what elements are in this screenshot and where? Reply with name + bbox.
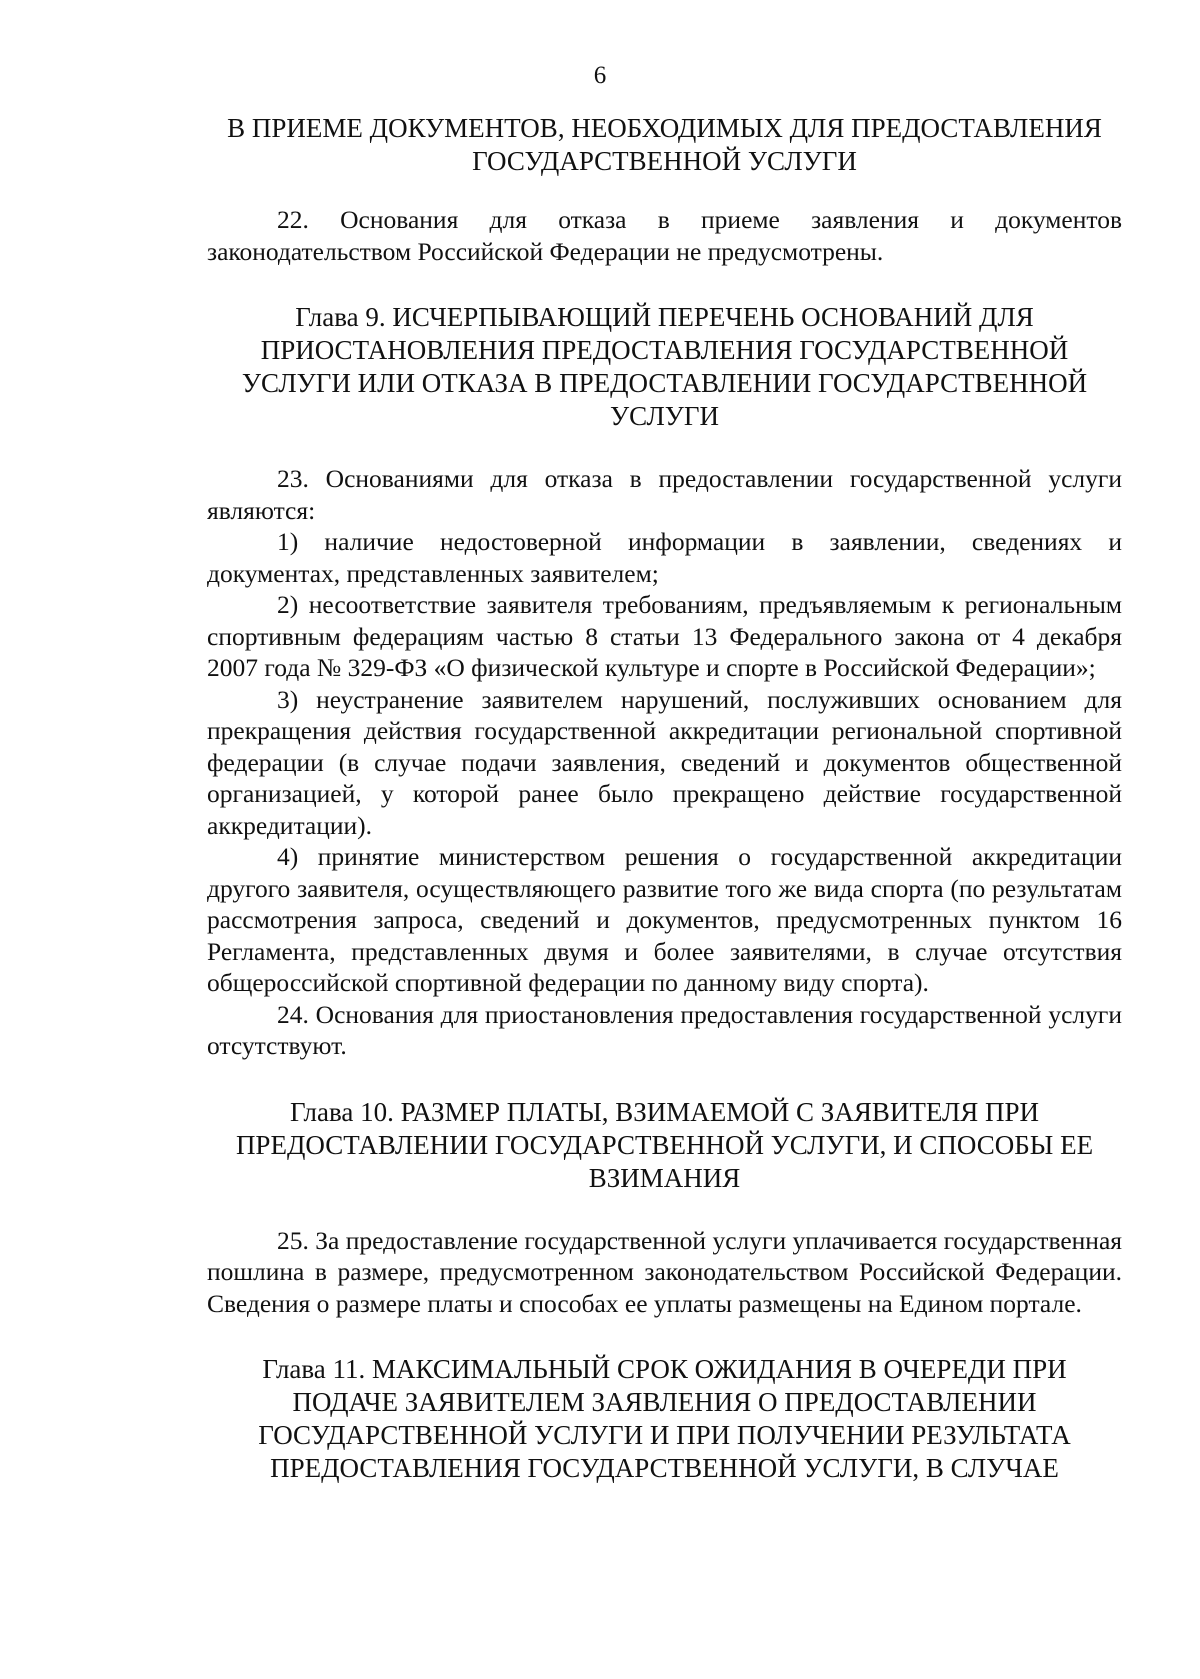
paragraph: 25. За предоставление государственной услуги уплачивается государственная пошлина в размере, предусмотренном законодательством Российской Федерации. Сведения о размере платы и способах ее уплаты размещены на Едином портале. bbox=[207, 1225, 1122, 1318]
paragraph: 1) наличие недостоверной информации в заявлении, сведениях и документах, представленных заявителем; bbox=[207, 527, 1122, 588]
paragraph: 22. Основания для отказа в приеме заявления и документов законодательством Российской Федерации не предусмотрены. bbox=[207, 205, 1122, 266]
heading-line: Глава 10. РАЗМЕР ПЛАТЫ, ВЗИМАЕМОЙ С ЗАЯВИТЕЛЯ ПРИ bbox=[289, 1096, 1040, 1127]
heading-line: Глава 11. МАКСИМАЛЬНЫЙ СРОК ОЖИДАНИЯ В ОЧЕРЕДИ ПРИ bbox=[262, 1354, 1067, 1384]
block-spacer bbox=[207, 1319, 1122, 1353]
section-heading bbox=[207, 1096, 1122, 1195]
heading-line: ПОДАЧЕ ЗАЯВИТЕЛЕМ ЗАЯВЛЕНИЯ О ПРЕДОСТАВЛЕНИИ bbox=[292, 1387, 1037, 1417]
paragraph: 23. Основаниями для отказа в предоставлении государственной услуги являются: bbox=[207, 464, 1122, 525]
section-heading bbox=[207, 1353, 1122, 1485]
block-spacer bbox=[207, 178, 1122, 204]
heading-line: ГОСУДАРСТВЕННОЙ УСЛУГИ bbox=[472, 146, 857, 176]
heading-line: ВЗИМАНИЯ bbox=[588, 1162, 741, 1193]
page-number: 6 bbox=[593, 62, 607, 89]
paragraph: 24. Основания для приостановления предоставления государственной услуги отсутствуют. bbox=[207, 999, 1122, 1060]
heading-line: В ПРИЕМЕ ДОКУМЕНТОВ, НЕОБХОДИМЫХ ДЛЯ ПРЕДОСТАВЛЕНИЯ bbox=[227, 113, 1102, 143]
heading-line: Глава 9. ИСЧЕРПЫВАЮЩИЙ ПЕРЕЧЕНЬ ОСНОВАНИЙ ДЛЯ bbox=[295, 302, 1034, 332]
section-heading bbox=[207, 112, 1122, 178]
paragraph: 3) неустранение заявителем нарушений, послуживших основанием для прекращения действия государственной аккредитации региональной спортивной федерации (в случае подачи заявления, сведений и документов общественной организацией, у которой ранее было прекращено действие государственной аккредитации). bbox=[207, 684, 1122, 840]
paragraph: 2) несоответствие заявителя требованиям, предъявляемым к региональным спортивным федерациям частью 8 статьи 13 Федерального закона от 4 декабря 2007 года № 329-ФЗ «О физической культуре и спорте в Российской Федерации»; bbox=[207, 590, 1122, 682]
heading-line: ПРЕДОСТАВЛЕНИЯ ГОСУДАРСТВЕННОЙ УСЛУГИ, В СЛУЧАЕ bbox=[270, 1453, 1059, 1483]
block-spacer bbox=[207, 267, 1122, 301]
document-body bbox=[207, 112, 1122, 1485]
heading-line: ПРИОСТАНОВЛЕНИЯ ПРЕДОСТАВЛЕНИЯ ГОСУДАРСТВЕННОЙ bbox=[260, 335, 1069, 365]
heading-line: ГОСУДАРСТВЕННОЙ УСЛУГИ И ПРИ ПОЛУЧЕНИИ РЕЗУЛЬТАТА bbox=[258, 1420, 1071, 1450]
section-heading bbox=[207, 301, 1122, 433]
paragraph: 4) принятие министерством решения о государственной аккредитации другого заявителя, осуществляющего развитие того же вида спорта (по результатам рассмотрения запроса, сведений и документов, предусмотренных пунктом 16 Регламента, представленных двумя и более заявителями, в случае отсутствия общероссийской спортивной федерации по данному виду спорта). bbox=[207, 842, 1122, 997]
heading-line: УСЛУГИ bbox=[610, 401, 719, 431]
heading-line: УСЛУГИ ИЛИ ОТКАЗА В ПРЕДОСТАВЛЕНИИ ГОСУДАРСТВЕННОЙ bbox=[241, 368, 1088, 398]
heading-line: ПРЕДОСТАВЛЕНИИ ГОСУДАРСТВЕННОЙ УСЛУГИ, И СПОСОБЫ ЕЕ bbox=[235, 1129, 1094, 1160]
block-spacer bbox=[207, 1195, 1122, 1225]
block-spacer bbox=[207, 1062, 1122, 1096]
block-spacer bbox=[207, 433, 1122, 463]
